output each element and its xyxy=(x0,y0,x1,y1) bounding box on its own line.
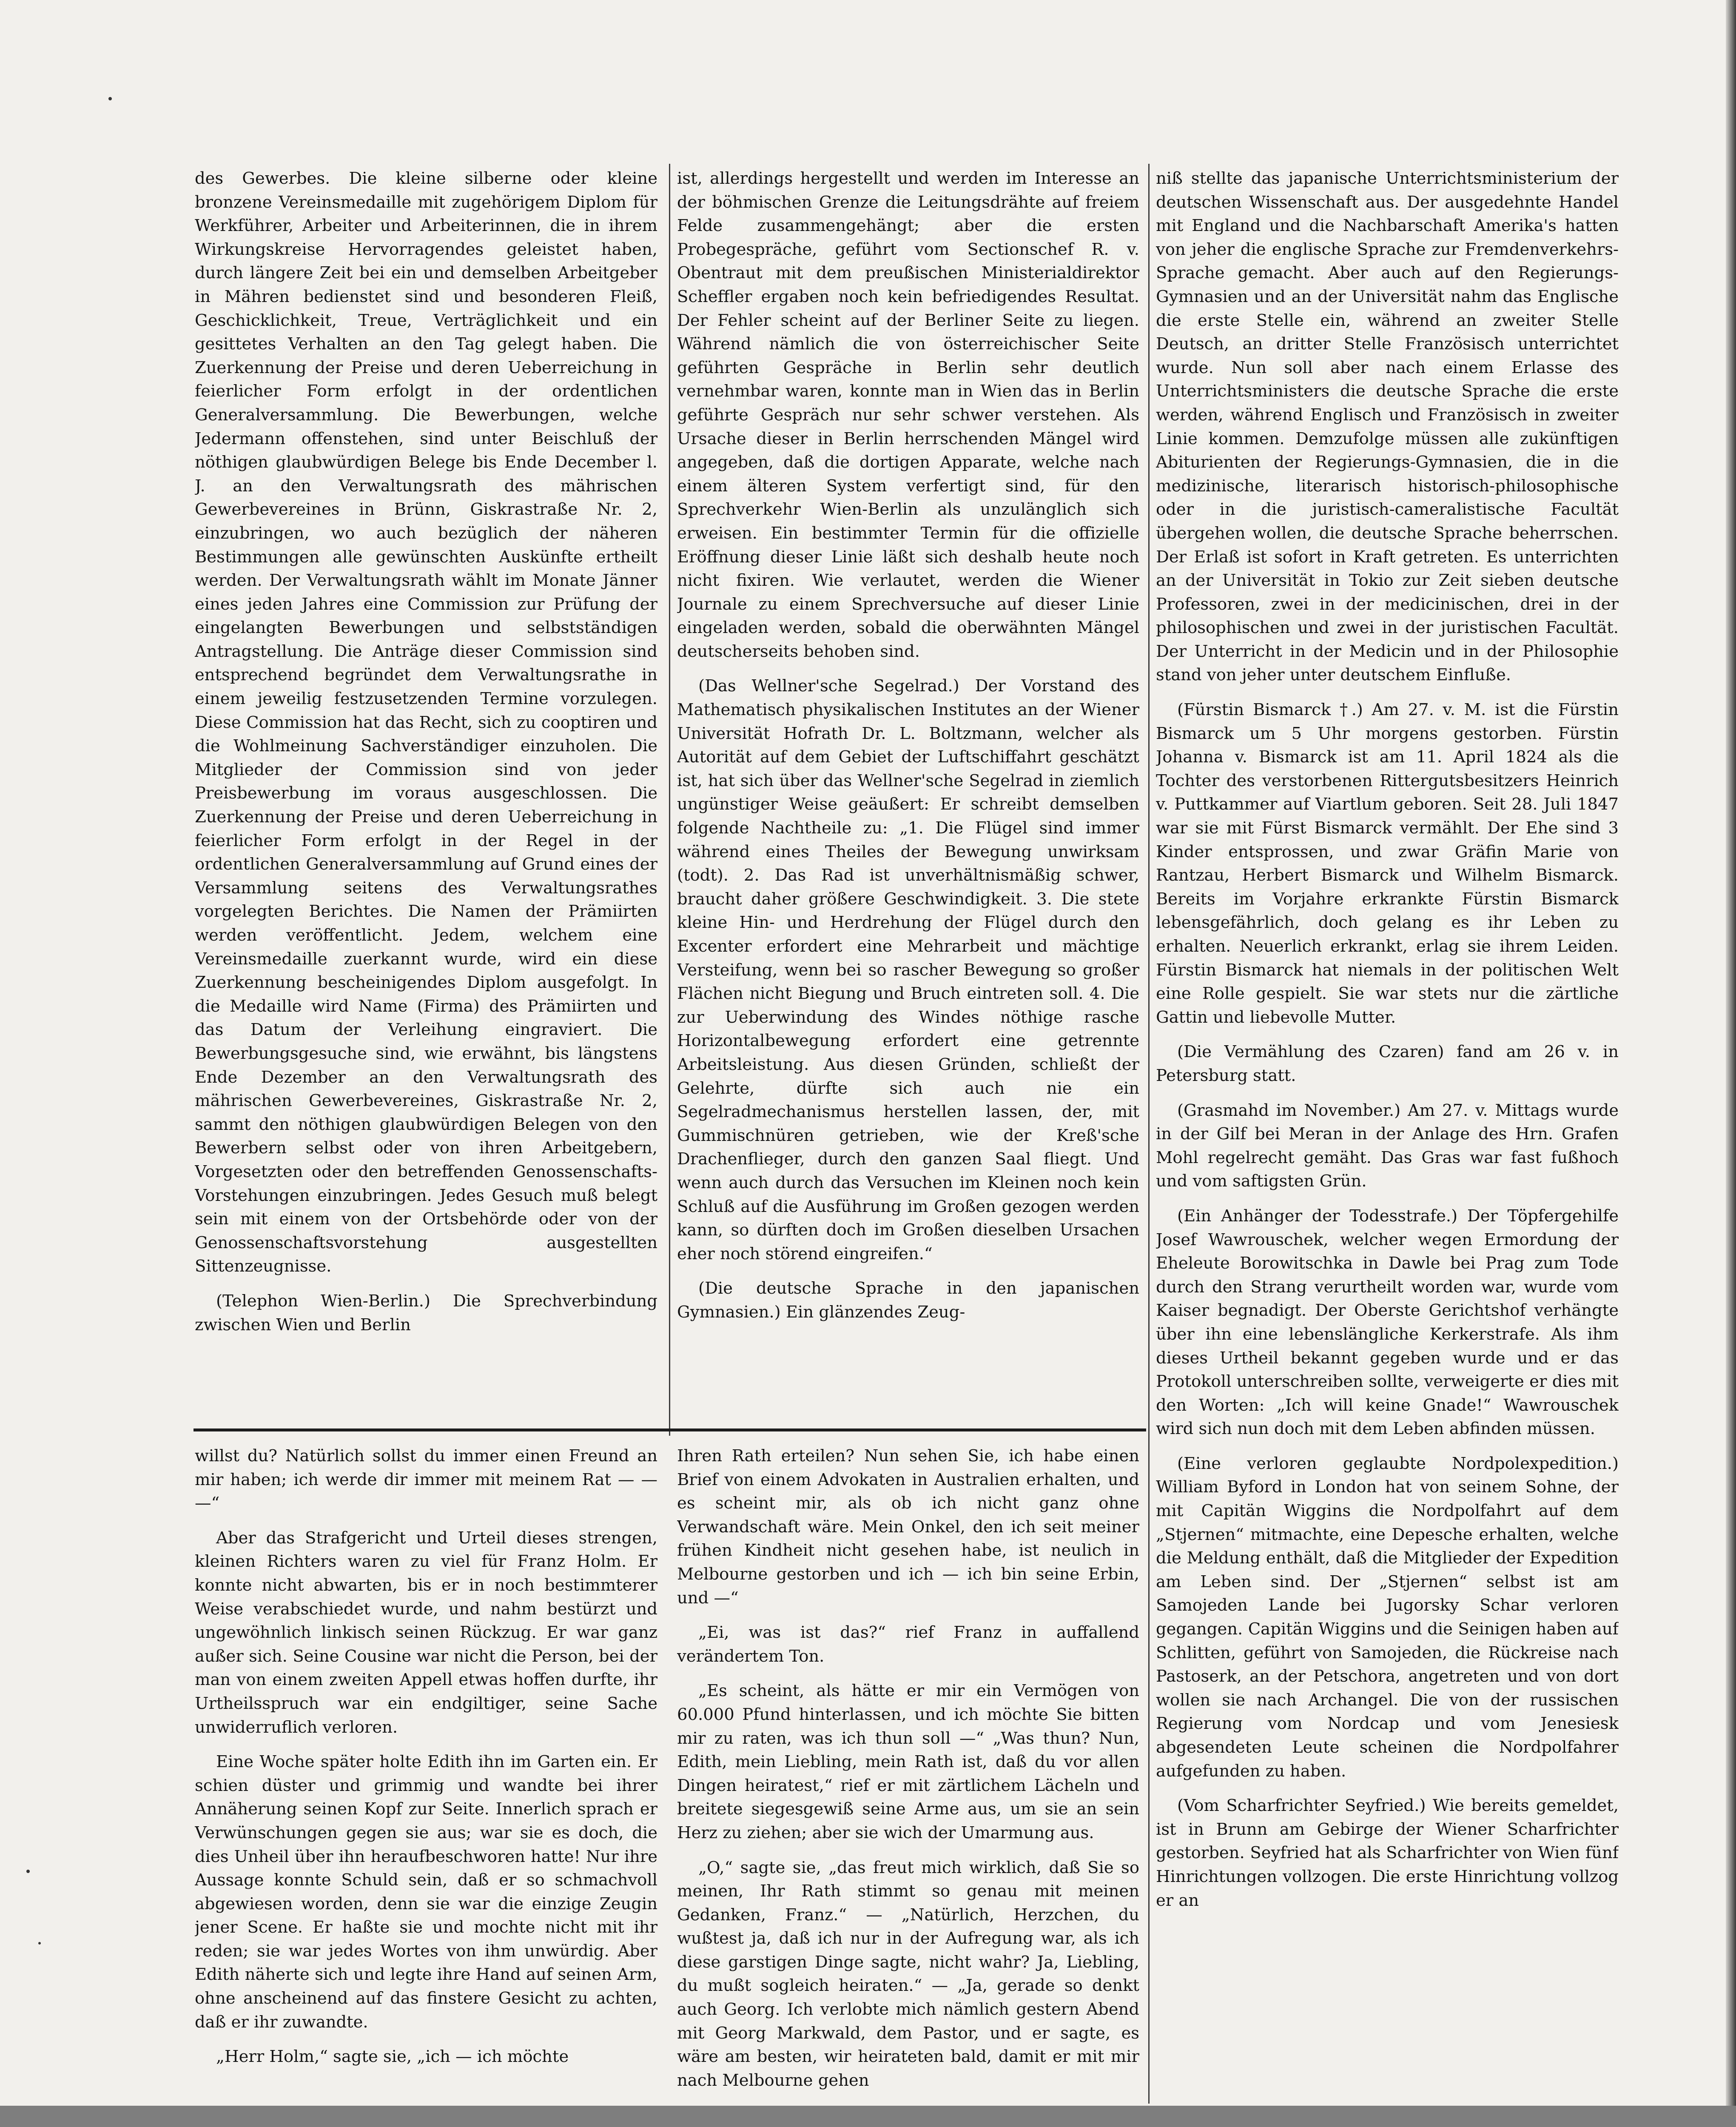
article-deutsche-sprache-japan: (Die deutsche Sprache in den japanischen Gymnasien.) Ein glänzendes Zeug- xyxy=(677,1279,1139,1322)
feuilleton-column-middle xyxy=(677,1444,1139,2101)
article-wellner-segelrad: (Das Wellner'sche Segelrad.) Der Vorstand des Mathematisch physikalischen Institutes an der Wiener Universität Hofrath Dr. L. Boltzmann, welcher als Autorität auf dem Gebiet der Luftschiffahrt geschätzt ist, hat sich über das Wellner'sche Segelrad in ziemlich ungünstiger Weise geäußert: Er schreibt demselben folgende Nachtheile zu: „1. Die Flügel sind immer während eines Theiles der Bewegung unwirksam (todt). 2. Das Rad ist unverhältnismäßig schwer, braucht daher größere Geschwindigkeit. 3. Die stete kleine Hin- und Herdrehung der Flügel durch den Excenter erfordert eine Mehrarbeit und mächtige Versteifung, wenn bei so rascher Bewegung so großer Flächen nicht Biegung und Bruch eintreten soll. 4. Die zur Ueberwindung des Windes nöthige rasche Horizontalbewegung erfordert eine getrennte Arbeitsleistung. Aus diesen Gründen, schließt der Gelehrte, dürfte sich auch nie ein Segelradmechanismus herstellen lassen, der, mit Gummischnüren getrieben, wie der Kreß'sche Drachenflieger, durch den ganzen Saal fliegt. Und wenn auch durch das Versuchen im Kleinen noch kein Schluß auf die Ausführung im Großen gezogen werden kann, so dürften doch im Großen dieselben Ursachen eher noch störend eingreifen.“ xyxy=(677,676,1139,1263)
article-scharfrichter: (Vom Scharfrichter Seyfried.) Wie bereits gemeldet, ist in Brunn am Gebirge der Wiener Scharfrichter gestorben. Seyfried hat als Scharfrichter von Wien fünf Hinrichtungen vollzogen. Die erste Hinrichtung vollzog er an xyxy=(1156,1796,1619,1910)
article-japan-continued: niß stellte das japanische Unterrichtsministerium der deutschen Wissenschaft aus. Der ausgedehnte Handel mit England und die Nachbarschaft Amerika's hatten von jeher die englische Sprache zur Fremdenverkehrs-Sprache gemacht. Aber auch auf den Regierungs-Gymnasien und an der Universität nahm das Englische die erste Stelle ein, während an zweiter Stelle Deutsch, an dritter Stelle Französisch unterrichtet wurde. Nun soll aber nach einem Erlasse des Unterrichtsministers die deutsche Sprache die erste werden, während Englisch und Französisch in zweiter Linie kommen. Demzufolge müssen alle zukünftigen Abiturienten der Regierungs-Gymnasien, die in die medizinische, literarisch historisch-philosophische oder in die juristisch-cameralistische Facultät übergehen wollen, die deutsche Sprache beherrschen. Der Erlaß ist sofort in Kraft getreten. Es unterrichten an der Universität in Tokio zur Zeit sieben deutsche Professoren, zwei in der medicinischen, drei in der philosophischen und zwei in der juristischen Facultät. Der Unterricht in der Medicin und in der Philosophie stand von jeher unter deutschem Einfluße. xyxy=(1156,169,1619,685)
print-speck xyxy=(26,1870,30,1873)
article-gewerbeverein: des Gewerbes. Die kleine silberne oder kleine bronzene Vereinsmedaille mit zugehörigem Diplom für Werkführer, Arbeiter und Arbeiterinnen, die in ihrem Wirkungskreise Hervorragendes geleistet haben, durch längere Zeit bei ein und demselben Arbeitgeber in Mähren bedienstet sind und besonderen Fleiß, Geschicklichkeit, Treue, Verträglichkeit und ein gesittetes Verhalten an den Tag gelegt haben. Die Zuerkennung der Preise und deren Ueberreichung in feierlicher Form erfolgt in der ordentlichen Generalversammlung. Die Bewerbungen, welche Jedermann offenstehen, sind unter Beischluß der nöthigen glaubwürdigen Belege bis Ende December l. J. an den Verwaltungsrath des mährischen Gewerbevereines in Brünn, Giskrastraße Nr. 2, einzubringen, wo auch bezüglich der näheren Bestimmungen alle gewünschten Auskünfte ertheilt werden. Der Verwaltungsrath wählt im Monate Jänner eines jeden Jahres eine Commission zur Prüfung der eingelangten Bewerbungen und selbstständigen Antragstellung. Die Anträge dieser Commission sind entsprechend begründet dem Verwaltungsrathe in einem jeweilig festzusetzenden Termine vorzulegen. Diese Commission hat das Recht, sich zu cooptiren und die Wohlmeinung Sachverständiger einzuholen. Die Mitglieder der Commission sind von jeder Preisbewerbung im voraus ausgeschlossen. Die Zuerkennung der Preise und deren Ueberreichung in feierlicher Form erfolgt in der Regel in der ordentlichen Generalversammlung auf Grund eines der Versammlung seitens des Verwaltungsrathes vorgelegten Berichtes. Die Namen der Prämiirten werden veröffentlicht. Jedem, welchem eine Vereinsmedaille zuerkannt wurde, wird ein diese Zuerkennung bescheinigendes Diplom ausgefolgt. In die Medaille wird Name (Firma) des Prämiirten und das Datum der Verleihung eingraviert. Die Bewerbungsgesuche sind, wie erwähnt, bis längstens Ende Dezember an den Verwaltungsrath des mährischen Gewerbevereines, Giskrastraße Nr. 2, sammt den nöthigen glaubwürdigen Belegen von den Bewerbern selbst oder von ihren Arbeitgebern, Vorgesetzten oder den betreffenden Genossenschafts-Vorstehungen einzubringen. Jedes Gesuch muß belegt sein mit einem von der Ortsbehörde oder von der Genossenschaftsvorstehung ausgestellten Sittenzeugnisse. xyxy=(195,169,657,1276)
article-todesstrafe: (Ein Anhänger der Todesstrafe.) Der Töpfergehilfe Josef Wawrouschek, welcher wegen Ermordung der Eheleute Borowitschka in Dawle bei Prag zum Tode durch den Strang verurtheilt worden war, wurde vom Kaiser begnadigt. Der Oberste Gerichtshof verhängte über ihn eine lebenslängliche Kerkerstrafe. Als ihm dieses Urtheil bekannt gegeben wurde und er das Protokoll unterschreiben sollte, verweigerte er dies mit den Worten: „Ich will keine Gnade!“ Wawrouschek wird sich nun doch mit dem Leben abfinden müssen. xyxy=(1156,1206,1619,1439)
print-speck xyxy=(108,97,112,100)
print-speck xyxy=(38,1942,41,1945)
feuilleton-paragraph: Aber das Strafgericht und Urteil dieses strengen, kleinen Richters waren zu viel für Franz Holm. Er konnte nicht abwarten, bis er in noch bestimmterer Weise verabschiedet wurde, und nahm bestürzt und ungewöhnlich linkisch seinen Rückzug. Er war ganz außer sich. Seine Cousine war nicht die Person, bei der man von einem zweiten Appell etwas hoffen durfte, ihr Urtheilsspruch war ein endgiltiger, seine Sache unwiderruflich verloren. xyxy=(195,1528,657,1737)
article-vermaehlung-czaren: (Die Vermählung des Czaren) fand am 26 v. in Petersburg statt. xyxy=(1156,1042,1619,1085)
article-nordpolexpedition: (Eine verloren geglaubte Nordpolexpedition.) William Byford in London hat von seinem Sohne, der mit Capitän Wiggins die Nordpolfahrt auf dem „Stjernen“ mitmachte, eine Depesche erhalten, welche die Meldung enthält, daß die Mitglieder der Expedition am Leben sind. Der „Stjernen“ selbst ist am Samojeden Lande bei Jugorsky Schar verloren gegangen. Capitän Wiggins und die Seinigen haben auf Schlitten, geführt von Samojeden, die Rückreise nach Pastoserk, an der Petschora, angetreten und von dort wollen sie nach Archangel. Die von der russischen Regierung vom Nordcap und vom Jenesiesk abgesendeten Leute scheinen die Nordpolfahrer aufgefunden zu haben. xyxy=(1156,1454,1619,1781)
feuilleton-paragraph: Ihren Rath erteilen? Nun sehen Sie, ich habe einen Brief von einem Advokaten in Australien erhalten, und es scheint mir, als ob ich nicht ganz ohne Verwandschaft wäre. Mein Onkel, den ich seit meiner frühen Kindheit nicht gesehen habe, ist neulich in Melbourne gestorben und ich — ich bin seine Erbin, und —“ xyxy=(677,1446,1139,1608)
article-fuerstin-bismarck: (Fürstin Bismarck †.) Am 27. v. M. ist die Fürstin Bismarck um 5 Uhr morgens gestorben. Fürstin Johanna v. Bismarck ist am 11. April 1824 als die Tochter des verstorbenen Rittergutsbesitzers Heinrich v. Puttkammer auf Viartlum geboren. Seit 28. Juli 1847 war sie mit Fürst Bismarck vermählt. Der Ehe sind 3 Kinder entsprossen, und zwar Gräfin Marie von Rantzau, Herbert Bismarck und Wilhelm Bismarck. Bereits im Vorjahre erkrankte Fürstin Bismarck lebensgefährlich, doch gelang es ihr Leben zu erhalten. Neuerlich erkrankt, erlag sie ihrem Leiden. Fürstin Bismarck hat niemals in der politischen Welt eine Rolle gespielt. Sie war stets nur die zärtliche Gattin und liebevolle Mutter. xyxy=(1156,700,1619,1027)
article-grasmahd: (Grasmahd im November.) Am 27. v. Mittags wurde in der Gilf bei Meran in der Anlage des Hrn. Grafen Mohl regelrecht gemäht. Das Gras war fast fußhoch und vom saftigsten Grün. xyxy=(1156,1101,1619,1191)
page-edge-shadow xyxy=(1726,0,1736,2106)
feuilleton-paragraph: „Ei, was ist das?“ rief Franz in auffallend verändertem Ton. xyxy=(677,1623,1139,1666)
feuilleton-separator-rule xyxy=(194,1428,1146,1431)
feuilleton-paragraph: „Es scheint, als hätte er mir ein Vermögen von 60.000 Pfund hinterlassen, und ich möchte Sie bitten mir zu raten, was ich thun soll —“ „Was thun? Nun, Edith, mein Liebling, mein Rath ist, daß du vor allen Dingen heiratest,“ rief er mit zärtlichem Lächeln und breitete siegesgewiß seine Arme aus, um sie an sein Herz zu ziehen; aber sie wich der Umarmung aus. xyxy=(677,1681,1139,1842)
top-column-middle xyxy=(677,167,1139,1413)
top-column-left xyxy=(195,167,657,1381)
article-telephon-wien-berlin: (Telephon Wien-Berlin.) Die Sprechverbindung zwischen Wien und Berlin xyxy=(195,1291,657,1334)
right-column xyxy=(1156,167,1619,2100)
feuilleton-paragraph: willst du? Natürlich sollst du immer einen Freund an mir haben; ich werde dir immer mit meinem Rat — — —“ xyxy=(195,1446,657,1513)
feuilleton-paragraph: „O,“ sagte sie, „das freut mich wirklich, daß Sie so meinen, Ihr Rath stimmt so genau mit meinen Gedanken, Franz.“ — „Natürlich, Herzchen, du wußtest ja, daß ich nur in der Aufregung war, als ich diese garstigen Dinge sagte, nicht wahr? Ja, Liebling, du mußt sogleich heiraten.“ — „Ja, gerade so denkt auch Georg. Ich verlobte mich nämlich gestern Abend mit Georg Markwald, dem Pastor, und er sagte, es wäre am besten, wir heirateten bald, damit er mit mir nach Melbourne gehen xyxy=(677,1858,1139,2090)
column-divider-1 xyxy=(669,164,670,1436)
feuilleton-paragraph: Eine Woche später holte Edith ihn im Garten ein. Er schien düster und grimmig und wandte bei ihrer Annäherung seinen Kopf zur Seite. Innerlich sprach er Verwünschungen gegen sie aus; war sie es doch, die dies Unheil über ihn heraufbeschworen hatte! Nur ihre Aussage konnte Schuld sein, daß er so schmachvoll abgewiesen worden, denn sie war die einzige Zeugin jener Scene. Er haßte sie und mochte nicht mit ihr reden; sie war jedes Wortes von ihm unwürdig. Aber Edith näherte sich und legte ihre Hand auf seinen Arm, ohne anscheinend auf das finstere Gesicht zu achten, daß er ihr zuwandte. xyxy=(195,1752,657,2032)
feuilleton-column-left xyxy=(195,1444,657,2101)
feuilleton-paragraph: „Herr Holm,“ sagte sie, „ich — ich möchte xyxy=(216,2047,569,2067)
article-telephon-continued: ist, allerdings hergestellt und werden im Interesse an der böhmischen Grenze die Leitungsdrähte auf freiem Felde zusammengehängt; aber die ersten Probegespräche, geführt vom Sectionschef R. v. Obentraut mit dem preußischen Ministerialdirektor Scheffler ergaben noch kein befriedigendes Resultat. Der Fehler scheint auf der Berliner Seite zu liegen. Während nämlich die von österreichischer Seite geführten Gespräche in Berlin sehr deutlich vernehmbar waren, konnte man in Wien das in Berlin geführte Gespräch nur sehr schwer verstehen. Als Ursache dieser in Berlin herrschenden Mängel wird angegeben, daß die dortigen Apparate, welche nach einem älteren System verfertigt sind, für den Sprechverkehr Wien-Berlin als unzulänglich sich erweisen. Ein bestimmter Termin für die offizielle Eröffnung dieser Linie läßt sich deshalb heute noch nicht fixiren. Wie verlautet, werden die Wiener Journale zu einem Sprechversuche auf dieser Linie eingeladen werden, sobald die oberwähnten Mängel deutscherseits behoben sind. xyxy=(677,169,1139,661)
column-divider-2 xyxy=(1148,164,1150,2104)
